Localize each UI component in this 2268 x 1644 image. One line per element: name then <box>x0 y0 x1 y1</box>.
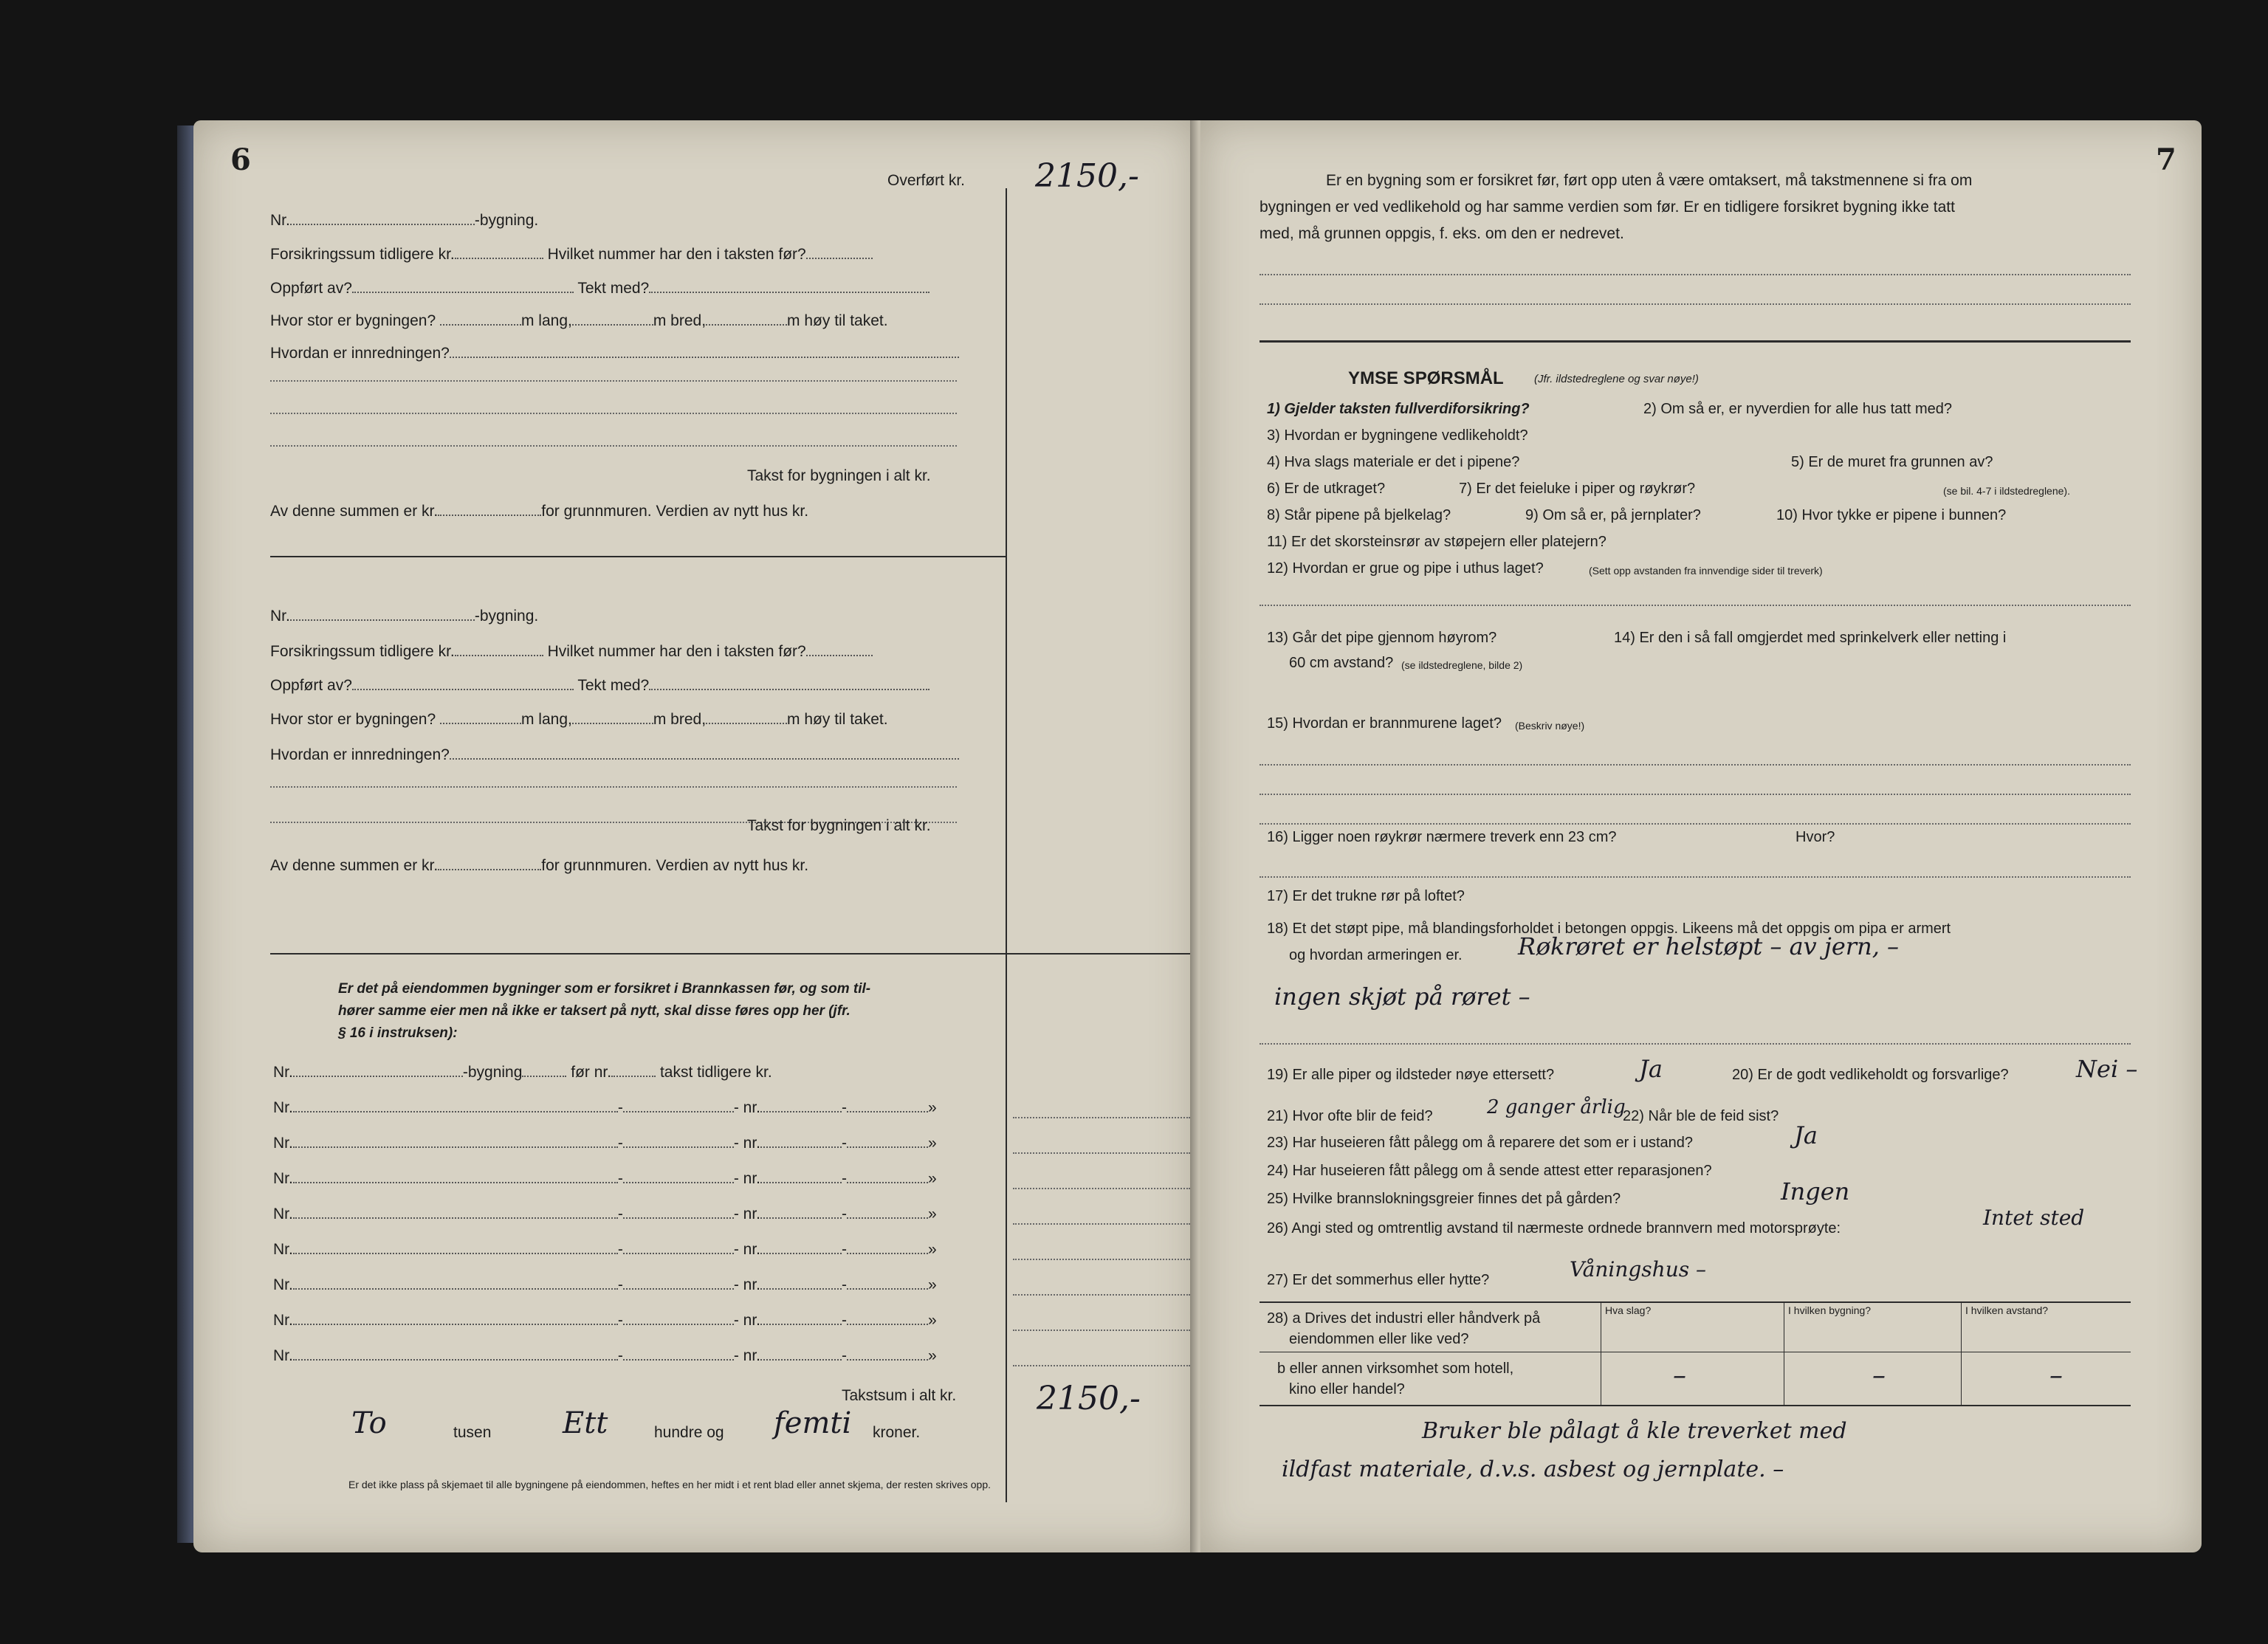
s1-bottom-rule <box>270 556 1006 557</box>
intro-line-3: med, må grunnen oppgis, f. eks. om den er nedrevet. <box>1260 225 1624 242</box>
table-row: Nr. - - nr. - » <box>273 1099 937 1116</box>
q5: 5) Er de muret fra grunnen av? <box>1791 454 1993 470</box>
q14: 14) Er den i så fall omgjerdet med sprinkelverk eller netting i <box>1614 630 2007 646</box>
q15: 15) Hvordan er brannmurene laget? <box>1267 715 1502 732</box>
q15-blank-2 <box>1260 794 2131 795</box>
answer-20: Nei – <box>2076 1055 2138 1083</box>
q7-note: (se bil. 4-7 i ildstedreglene). <box>1943 485 2070 497</box>
s1-av-denne: Av denne summen er kr. for grunnmuren. Verdien av nytt hus kr. <box>270 503 809 520</box>
q8: 8) Står pipene på bjelkelag? <box>1267 507 1451 523</box>
table-row: Nr. - - nr. - » <box>273 1312 937 1329</box>
answer-27: Våningshus – <box>1570 1257 1706 1282</box>
table-row-value-line <box>1013 1188 1190 1189</box>
answer-21: 2 ganger årlig <box>1487 1096 1626 1118</box>
q23: 23) Har huseieren fått pålegg om å reparere det som er i ustand? <box>1267 1135 1693 1151</box>
q24: 24) Har huseieren fått pålegg om å sende attest etter reparasjonen? <box>1267 1163 1712 1179</box>
s1-blank-line-1 <box>270 380 957 382</box>
left-vertical-rule <box>1006 188 1007 1502</box>
intro-line-2: bygningen er ved vedlikehold og har samme verdien som før. Er en tidligere forsikret bygning ikke tatt <box>1260 199 1955 216</box>
q28a: 28) a Drives det industri eller håndverk på <box>1267 1310 1541 1327</box>
words-hundre-hw: Ett <box>563 1406 608 1440</box>
remark-line-1: Bruker ble pålagt å kle treverket med <box>1422 1418 1847 1444</box>
s2-innredning: Hvordan er innredningen? <box>270 745 959 764</box>
q28-bottom-rule <box>1260 1405 2131 1406</box>
q16-blank <box>1260 876 2131 878</box>
q13: 13) Går det pipe gjennom høyrom? <box>1267 630 1497 646</box>
answer-18-line-2: ingen skjøt på røret – <box>1274 983 1530 1011</box>
words-tusen-hw: To <box>351 1406 387 1440</box>
words-tusen: tusen <box>453 1424 492 1441</box>
s1-takst: Takst for bygningen i alt kr. <box>747 467 931 484</box>
q28b: b eller annen virksomhet som hotell, <box>1277 1361 1514 1377</box>
q19: 19) Er alle piper og ildsteder nøye ettersett? <box>1267 1067 1555 1083</box>
answer-18-line-1: Røkrøret er helstøpt – av jern, – <box>1518 932 1900 960</box>
s2-hvor-stor: Hvor stor er bygningen? m lang, m bred, m høy til taket. <box>270 711 888 728</box>
answer-25: Ingen <box>1781 1177 1850 1206</box>
q21: 21) Hvor ofte blir de feid? <box>1267 1108 1433 1124</box>
overfort-value: 2150,- <box>1035 157 1139 195</box>
s2-takst: Takst for bygningen i alt kr. <box>747 817 931 834</box>
s1-oppfort: Oppført av? Tekt med? <box>270 278 929 297</box>
intro-blank-1 <box>1260 274 2131 275</box>
q3: 3) Hvordan er bygningene vedlikeholdt? <box>1267 427 1528 444</box>
box-text-1: Er det på eiendommen bygninger som er forsikret i Brannkassen før, og som til- <box>338 981 871 997</box>
q28-top-rule <box>1260 1301 2131 1303</box>
table-row: Nr. - - nr. - » <box>273 1241 937 1258</box>
col-hvilken-avstand: I hvilken avstand? <box>1965 1304 2049 1316</box>
s1-innredning: Hvordan er innredningen? <box>270 343 959 362</box>
words-kroner: kroner. <box>873 1424 921 1441</box>
left-page <box>193 120 1197 1552</box>
q10: 10) Hvor tykke er pipene i bunnen? <box>1776 507 2007 523</box>
table-row: Nr. - - nr. - » <box>273 1170 937 1187</box>
q9: 9) Om så er, på jernplater? <box>1525 507 1701 523</box>
box-text-3: § 16 i instruksen): <box>338 1025 458 1041</box>
s2-bottom-rule <box>270 953 1197 955</box>
q14b: 60 cm avstand? <box>1289 655 1394 671</box>
footnote: Er det ikke plass på skjemaet til alle bygningene på eiendommen, heftes en her midt i et rent blad eller annet skjema, der resten skrives opp. <box>348 1479 992 1490</box>
answer-28-bygning: – <box>1872 1361 1886 1391</box>
q22: 22) Når ble de feid sist? <box>1623 1108 1779 1124</box>
box-text-2: hører samme eier men nå ikke er taksert på nytt, skal disse føres opp her (jfr. <box>338 1003 850 1019</box>
q15-note: (Beskriv nøye!) <box>1515 720 1585 732</box>
table-row: Nr. - - nr. - » <box>273 1206 937 1222</box>
q11: 11) Er det skorsteinsrør av støpejern eller platejern? <box>1267 534 1606 550</box>
s1-nr: Nr. -bygning. <box>270 212 539 229</box>
table-header: Nr. -bygning før nr. takst tidligere kr. <box>273 1064 772 1081</box>
col-hvilken-bygning: I hvilken bygning? <box>1788 1304 1872 1316</box>
intro-blank-2 <box>1260 303 2131 305</box>
table-row: Nr. - - nr. - » <box>273 1276 937 1293</box>
table-row-value-line <box>1013 1223 1190 1225</box>
table-row-value-line <box>1013 1259 1190 1260</box>
q7: 7) Er det feieluke i piper og røykrør? <box>1459 481 1696 497</box>
q12-blank <box>1260 605 2131 606</box>
q28a-2: eiendommen eller like ved? <box>1289 1331 1469 1347</box>
table-row-value-line <box>1013 1330 1190 1331</box>
ymse-title: YMSE SPØRSMÅL <box>1348 368 1504 388</box>
table-row: Nr. - - nr. - » <box>273 1347 937 1364</box>
s2-blank-line-1 <box>270 786 957 788</box>
q1: 1) Gjelder taksten fullverdiforsikring? <box>1267 401 1530 417</box>
s1-hvor-stor: Hvor stor er bygningen? m lang, m bred, m høy til taket. <box>270 312 888 329</box>
q18: 18) Et det støpt pipe, må blandingsforholdet i betongen oppgis. Likeens må det oppgis om pipa er armert <box>1267 921 1951 937</box>
ymse-subtitle: (Jfr. ildstedreglene og svar nøye!) <box>1534 373 1699 385</box>
q20: 20) Er de godt vedlikeholdt og forsvarlige? <box>1732 1067 2009 1083</box>
table-row: Nr. - - nr. - » <box>273 1135 937 1152</box>
q18-blank <box>1260 1043 2131 1045</box>
answer-26: Intet sted <box>1983 1206 2085 1230</box>
right-page <box>1200 120 2202 1552</box>
q28-col-rule-3 <box>1961 1301 1962 1405</box>
q2: 2) Om så er, er nyverdien for alle hus tatt med? <box>1643 401 1952 417</box>
q15-blank-3 <box>1260 823 2131 825</box>
answer-28-avstand: – <box>2049 1361 2063 1391</box>
q6: 6) Er de utkraget? <box>1267 481 1386 497</box>
q17: 17) Er det trukne rør på loftet? <box>1267 888 1465 904</box>
q4: 4) Hva slags materiale er det i pipene? <box>1267 454 1520 470</box>
s1-blank-line-3 <box>270 445 957 447</box>
answer-19: Ja <box>1639 1055 1663 1083</box>
q26: 26) Angi sted og omtrentlig avstand til nærmeste ordnede brannvern med motorsprøyte: <box>1267 1220 1841 1237</box>
words-hundre: hundre og <box>654 1424 724 1441</box>
q14-note: (se ildstedreglene, bilde 2) <box>1401 659 1523 671</box>
s1-forsikringssum: Forsikringssum tidligere kr. Hvilket nummer har den i taksten før? <box>270 244 873 264</box>
table-row-value-line <box>1013 1294 1190 1296</box>
q18b: og hvordan armeringen er. <box>1289 947 1463 963</box>
s2-nr: Nr. -bygning. <box>270 608 539 625</box>
takstsum-value: 2150,- <box>1037 1380 1141 1417</box>
table-row-value-line <box>1013 1365 1190 1366</box>
q27: 27) Er det sommerhus eller hytte? <box>1267 1272 1490 1288</box>
q12: 12) Hvordan er grue og pipe i uthus laget? <box>1267 560 1544 577</box>
intro-line-1: Er en bygning som er forsikret før, ført opp uten å være omtaksert, må takstmennene si fra om <box>1326 172 1973 189</box>
s2-oppfort: Oppført av? Tekt med? <box>270 675 929 695</box>
intro-rule <box>1260 340 2131 343</box>
table-row-value-line <box>1013 1152 1190 1154</box>
page-number-left: 6 <box>230 142 251 177</box>
page-number-right: 7 <box>2156 142 2176 177</box>
remark-line-2: ildfast materiale, d.v.s. asbest og jernplate. – <box>1282 1456 1784 1482</box>
answer-23: Ja <box>1794 1121 1818 1149</box>
s1-blank-line-2 <box>270 413 957 414</box>
takstsum-label: Takstsum i alt kr. <box>842 1387 957 1404</box>
q28b-2: kino eller handel? <box>1289 1381 1405 1397</box>
q15-blank-1 <box>1260 764 2131 766</box>
table-row-value-line <box>1013 1117 1190 1118</box>
words-kroner-hw: femti <box>774 1406 852 1440</box>
q16b: Hvor? <box>1796 829 1835 845</box>
q25: 25) Hvilke brannslokningsgreier finnes det på gården? <box>1267 1191 1621 1207</box>
q16: 16) Ligger noen røykrør nærmere treverk enn 23 cm? <box>1267 829 1617 845</box>
answer-28-hva: – <box>1673 1361 1686 1391</box>
q12-note: (Sett opp avstanden fra innvendige sider til treverk) <box>1589 565 1823 577</box>
s2-av-denne: Av denne summen er kr. for grunnmuren. Verdien av nytt hus kr. <box>270 857 809 874</box>
s2-forsikringssum: Forsikringssum tidligere kr. Hvilket nummer har den i taksten før? <box>270 642 873 661</box>
overfort-label: Overført kr. <box>887 172 965 189</box>
col-hva-slag: Hva slag? <box>1605 1304 1652 1316</box>
